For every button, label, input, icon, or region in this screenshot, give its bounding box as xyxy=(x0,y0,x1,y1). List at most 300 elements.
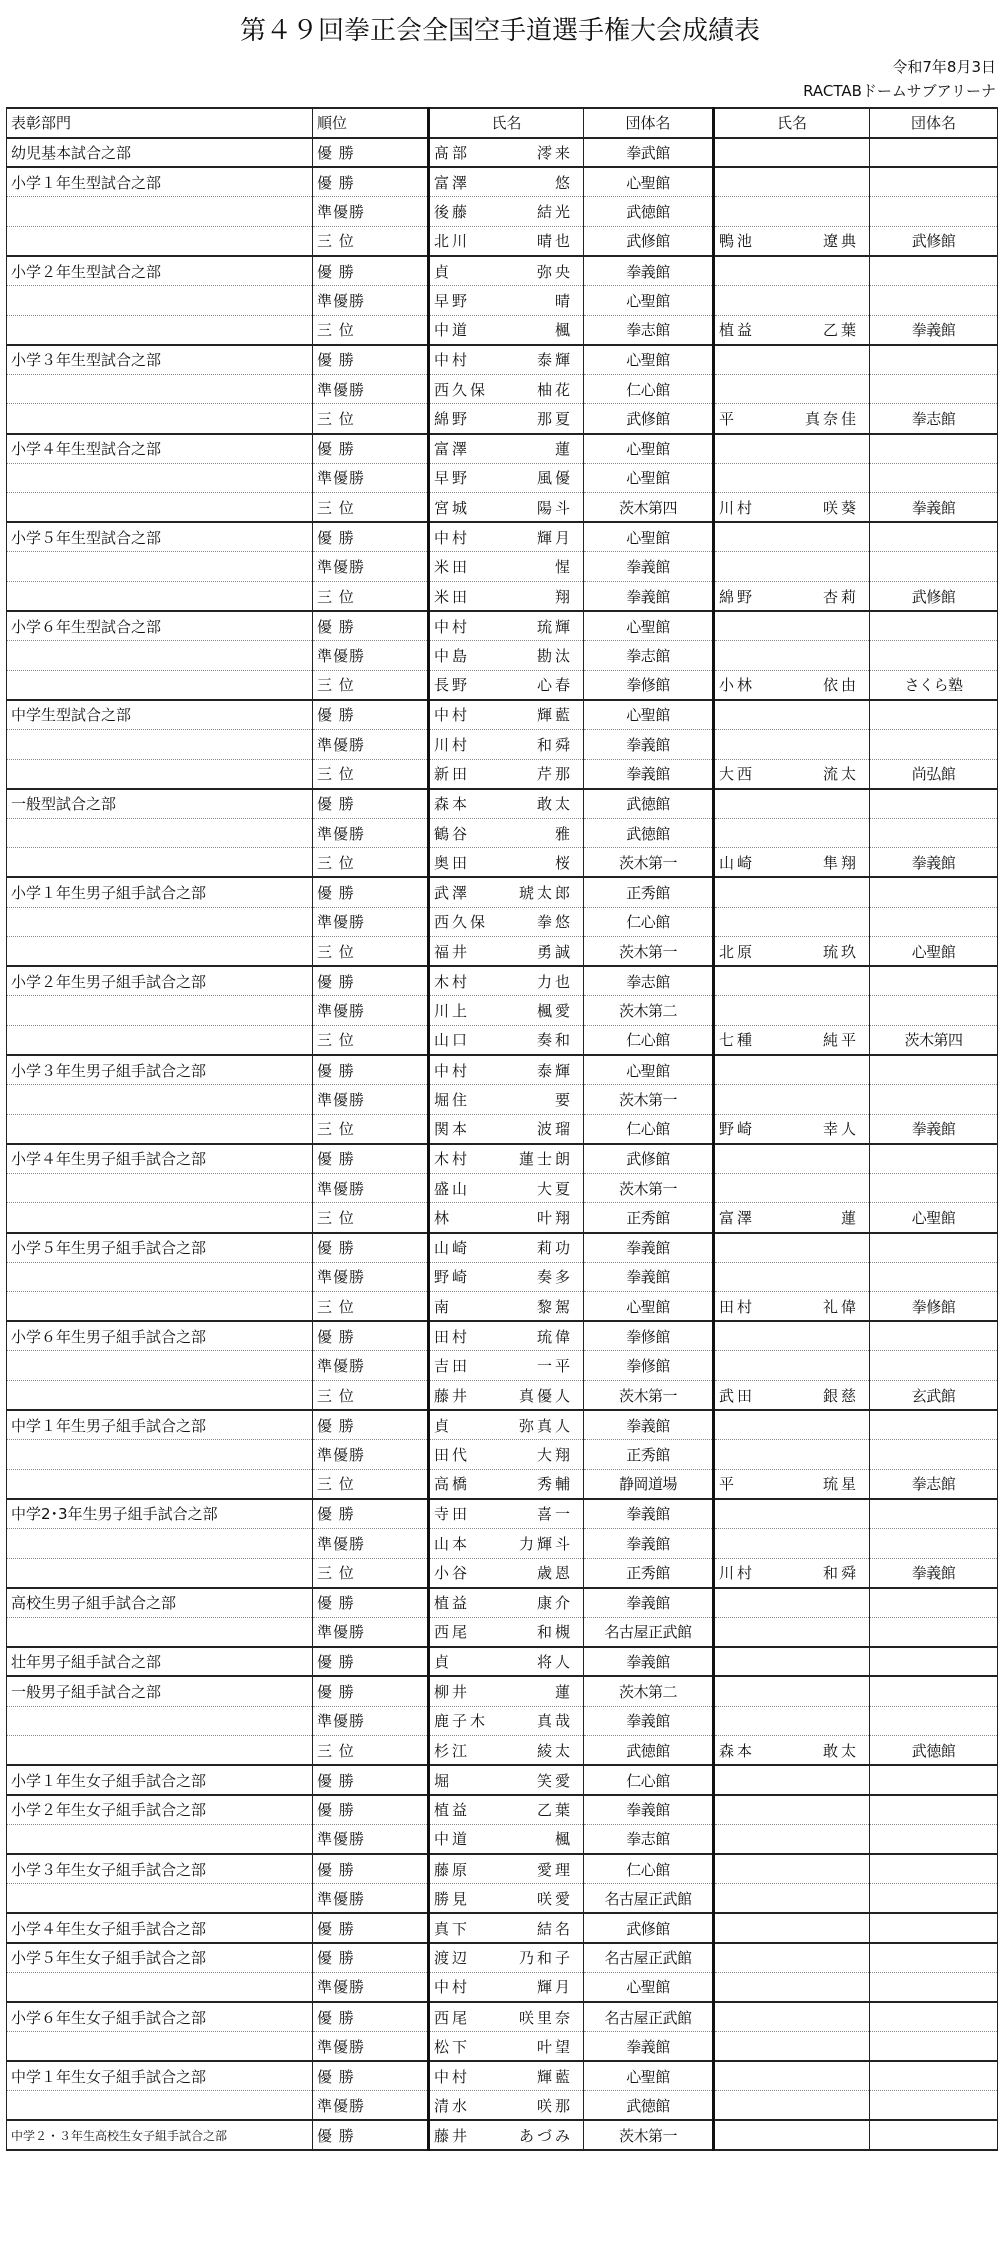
org-cell: 拳義館 xyxy=(584,256,714,286)
org-cell-2: 拳志館 xyxy=(870,404,998,434)
surname: 綿野 xyxy=(719,587,756,606)
org-cell: 茨木第一 xyxy=(584,1085,714,1115)
name-cell xyxy=(429,1114,584,1144)
org-cell-2 xyxy=(870,1913,998,1943)
name-cell xyxy=(429,1913,584,1943)
given-name: 大夏 xyxy=(536,1179,573,1198)
column-header-org: 団体名 xyxy=(584,108,714,138)
org-cell-2 xyxy=(870,700,998,730)
table-row xyxy=(7,1262,998,1292)
rank-cell: 準優勝 xyxy=(313,1440,429,1470)
name-cell-2 xyxy=(714,818,870,848)
rank-cell: 三 位 xyxy=(313,493,429,523)
org-cell-2: 拳義館 xyxy=(870,493,998,523)
org-cell: 武修館 xyxy=(584,1913,714,1943)
surname: 七種 xyxy=(719,1031,756,1050)
rank-cell: 優 勝 xyxy=(313,1233,429,1263)
given-name: 幸人 xyxy=(822,1120,859,1139)
surname: 川村 xyxy=(434,735,471,754)
org-cell-2: 武修館 xyxy=(870,226,998,256)
name-cell-2 xyxy=(714,1292,870,1322)
name-cell xyxy=(429,1795,584,1825)
name-cell-2 xyxy=(714,877,870,907)
name-cell xyxy=(429,670,584,700)
org-cell: 拳義館 xyxy=(584,729,714,759)
category-cell xyxy=(7,582,313,612)
surname: 盛山 xyxy=(434,1179,471,1198)
table-row xyxy=(7,877,998,907)
given-name: 和舜 xyxy=(536,735,573,754)
category-cell: 小学５年生女子組手試合之部 xyxy=(7,1943,313,1973)
rank-cell: 優 勝 xyxy=(313,789,429,819)
surname: 西尾 xyxy=(434,1623,471,1642)
name-cell xyxy=(429,582,584,612)
category-cell: 一般型試合之部 xyxy=(7,789,313,819)
table-row xyxy=(7,670,998,700)
category-cell xyxy=(7,2091,313,2121)
org-cell-2 xyxy=(870,1795,998,1825)
rank-cell: 優 勝 xyxy=(313,1854,429,1884)
name-cell-2 xyxy=(714,552,870,582)
org-cell-2: 心聖館 xyxy=(870,1203,998,1233)
name-cell-2 xyxy=(714,1617,870,1647)
name-cell-2 xyxy=(714,434,870,464)
rank-cell: 準優勝 xyxy=(313,729,429,759)
table-row xyxy=(7,759,998,789)
surname: 植益 xyxy=(434,1594,471,1613)
name-cell-2 xyxy=(714,907,870,937)
name-cell-2 xyxy=(714,2120,870,2150)
table-row xyxy=(7,1765,998,1795)
rank-cell: 三 位 xyxy=(313,1114,429,1144)
name-cell-2 xyxy=(714,374,870,404)
given-name: 莉功 xyxy=(536,1239,573,1258)
table-row xyxy=(7,1173,998,1203)
rank-cell: 三 位 xyxy=(313,937,429,967)
category-cell xyxy=(7,463,313,493)
org-cell-2 xyxy=(870,789,998,819)
event-venue: RACTABドームサブアリーナ xyxy=(803,82,996,100)
rank-cell: 優 勝 xyxy=(313,345,429,375)
surname: 米田 xyxy=(434,558,471,577)
surname: 北川 xyxy=(434,232,471,251)
name-cell xyxy=(429,1854,584,1884)
name-cell-2 xyxy=(714,1440,870,1470)
table-row xyxy=(7,345,998,375)
rank-cell: 三 位 xyxy=(313,1736,429,1766)
org-cell: 心聖館 xyxy=(584,434,714,464)
surname: 新田 xyxy=(434,765,471,784)
table-row xyxy=(7,1617,998,1647)
org-cell: 正秀館 xyxy=(584,1203,714,1233)
org-cell-2: 尚弘館 xyxy=(870,759,998,789)
org-cell-2 xyxy=(870,1321,998,1351)
org-cell-2: 拳志館 xyxy=(870,1469,998,1499)
category-cell xyxy=(7,315,313,345)
table-row xyxy=(7,167,998,197)
surname: 富澤 xyxy=(434,173,471,192)
name-cell xyxy=(429,877,584,907)
rank-cell: 三 位 xyxy=(313,404,429,434)
name-cell-2 xyxy=(714,729,870,759)
name-cell-2 xyxy=(714,1173,870,1203)
name-cell xyxy=(429,700,584,730)
org-cell: 名古屋正武館 xyxy=(584,1617,714,1647)
name-cell-2 xyxy=(714,1410,870,1440)
table-row xyxy=(7,493,998,523)
table-row xyxy=(7,1203,998,1233)
org-cell: 心聖館 xyxy=(584,2061,714,2091)
org-cell: 茨木第一 xyxy=(584,1173,714,1203)
given-name: 陽斗 xyxy=(536,498,573,517)
rank-cell: 優 勝 xyxy=(313,167,429,197)
name-cell-2 xyxy=(714,197,870,227)
rank-cell: 三 位 xyxy=(313,1203,429,1233)
surname: 杉江 xyxy=(434,1741,471,1760)
surname: 後藤 xyxy=(434,203,471,222)
surname: 田代 xyxy=(434,1446,471,1465)
org-cell-2 xyxy=(870,611,998,641)
org-cell: 拳義館 xyxy=(584,2032,714,2062)
org-cell-2: 拳義館 xyxy=(870,848,998,878)
name-cell-2 xyxy=(714,1055,870,1085)
category-cell: 小学２年生女子組手試合之部 xyxy=(7,1795,313,1825)
category-cell xyxy=(7,996,313,1026)
org-cell: 正秀館 xyxy=(584,1440,714,1470)
category-cell xyxy=(7,226,313,256)
given-name: 楓 xyxy=(554,321,573,340)
rank-cell: 三 位 xyxy=(313,848,429,878)
given-name: 蓮 xyxy=(554,1683,573,1702)
org-cell: 拳義館 xyxy=(584,1795,714,1825)
rank-cell: 準優勝 xyxy=(313,1262,429,1292)
given-name: 弥真人 xyxy=(518,1416,573,1435)
category-cell xyxy=(7,1558,313,1588)
org-cell-2 xyxy=(870,818,998,848)
org-cell-2 xyxy=(870,1617,998,1647)
rank-cell: 三 位 xyxy=(313,315,429,345)
name-cell-2 xyxy=(714,522,870,552)
category-cell xyxy=(7,2032,313,2062)
given-name: 真優人 xyxy=(518,1386,573,1405)
category-cell xyxy=(7,1203,313,1233)
name-cell-2 xyxy=(714,1203,870,1233)
rank-cell: 準優勝 xyxy=(313,996,429,1026)
rank-cell: 三 位 xyxy=(313,670,429,700)
org-cell: 拳義館 xyxy=(584,759,714,789)
category-cell xyxy=(7,286,313,316)
org-cell: 拳志館 xyxy=(584,1824,714,1854)
rank-cell: 優 勝 xyxy=(313,700,429,730)
category-cell xyxy=(7,1173,313,1203)
name-cell xyxy=(429,1381,584,1411)
category-cell: 一般男子組手試合之部 xyxy=(7,1676,313,1706)
name-cell-2 xyxy=(714,2061,870,2091)
given-name: 銀慈 xyxy=(822,1386,859,1405)
org-cell-2 xyxy=(870,1972,998,2002)
given-name: 礼偉 xyxy=(822,1297,859,1316)
name-cell xyxy=(429,226,584,256)
org-cell-2 xyxy=(870,2091,998,2121)
name-cell-2 xyxy=(714,1854,870,1884)
name-cell-2 xyxy=(714,1469,870,1499)
rank-cell: 準優勝 xyxy=(313,197,429,227)
given-name: 要 xyxy=(554,1090,573,1109)
surname: 山本 xyxy=(434,1534,471,1553)
name-cell xyxy=(429,1025,584,1055)
table-row xyxy=(7,1025,998,1055)
name-cell-2 xyxy=(714,1558,870,1588)
table-row xyxy=(7,1410,998,1440)
org-cell: 武徳館 xyxy=(584,2091,714,2121)
name-cell-2 xyxy=(714,848,870,878)
name-cell-2 xyxy=(714,759,870,789)
surname: 堀 xyxy=(434,1771,453,1790)
org-cell: 名古屋正武館 xyxy=(584,1884,714,1914)
name-cell xyxy=(429,729,584,759)
org-cell: 拳義館 xyxy=(584,1499,714,1529)
name-cell xyxy=(429,463,584,493)
table-header-row xyxy=(7,108,998,138)
surname: 松下 xyxy=(434,2037,471,2056)
org-cell-2: 武徳館 xyxy=(870,1736,998,1766)
name-cell-2 xyxy=(714,1381,870,1411)
org-cell-2 xyxy=(870,2002,998,2032)
name-cell xyxy=(429,1144,584,1174)
name-cell-2 xyxy=(714,700,870,730)
surname: 真下 xyxy=(434,1919,471,1938)
surname: 西尾 xyxy=(434,2008,471,2027)
name-cell xyxy=(429,286,584,316)
given-name: 晴 xyxy=(554,291,573,310)
surname: 清水 xyxy=(434,2096,471,2115)
name-cell-2 xyxy=(714,493,870,523)
name-cell-2 xyxy=(714,670,870,700)
name-cell xyxy=(429,2091,584,2121)
org-cell: 拳修館 xyxy=(584,1321,714,1351)
results-table xyxy=(6,107,998,2151)
rank-cell: 準優勝 xyxy=(313,1617,429,1647)
surname: 勝見 xyxy=(434,1889,471,1908)
table-row xyxy=(7,611,998,641)
surname: 早野 xyxy=(434,469,471,488)
name-cell-2 xyxy=(714,1144,870,1174)
table-row xyxy=(7,789,998,819)
table-row xyxy=(7,286,998,316)
org-cell: 正秀館 xyxy=(584,877,714,907)
org-cell-2 xyxy=(870,522,998,552)
name-cell-2 xyxy=(714,167,870,197)
given-name: 蓮 xyxy=(840,1209,859,1228)
table-row xyxy=(7,1321,998,1351)
org-cell-2 xyxy=(870,1262,998,1292)
name-cell xyxy=(429,1529,584,1559)
name-cell-2 xyxy=(714,789,870,819)
rank-cell: 優 勝 xyxy=(313,1647,429,1677)
surname: 藤原 xyxy=(434,1860,471,1879)
org-cell: 拳義館 xyxy=(584,1233,714,1263)
given-name: 笑愛 xyxy=(536,1771,573,1790)
name-cell xyxy=(429,315,584,345)
name-cell xyxy=(429,611,584,641)
org-cell-2: 拳義館 xyxy=(870,1114,998,1144)
name-cell xyxy=(429,1262,584,1292)
surname: 中村 xyxy=(434,351,471,370)
org-cell: 拳志館 xyxy=(584,315,714,345)
name-cell xyxy=(429,522,584,552)
given-name: 晴也 xyxy=(536,232,573,251)
org-cell-2 xyxy=(870,729,998,759)
surname: 北原 xyxy=(719,942,756,961)
org-cell: 心聖館 xyxy=(584,345,714,375)
org-cell-2 xyxy=(870,434,998,464)
given-name: 和舜 xyxy=(822,1564,859,1583)
surname: 中村 xyxy=(434,617,471,636)
rank-cell: 優 勝 xyxy=(313,1055,429,1085)
given-name: 結光 xyxy=(536,203,573,222)
org-cell-2: 拳修館 xyxy=(870,1292,998,1322)
org-cell-2 xyxy=(870,1410,998,1440)
category-cell xyxy=(7,1025,313,1055)
given-name: 楓愛 xyxy=(536,1002,573,1021)
org-cell: 武徳館 xyxy=(584,818,714,848)
rank-cell: 優 勝 xyxy=(313,1588,429,1618)
name-cell xyxy=(429,552,584,582)
given-name: 輝月 xyxy=(536,528,573,547)
table-row xyxy=(7,1351,998,1381)
org-cell: 名古屋正武館 xyxy=(584,2002,714,2032)
given-name: 歳恩 xyxy=(536,1564,573,1583)
rank-cell: 準優勝 xyxy=(313,907,429,937)
table-row xyxy=(7,552,998,582)
given-name: 依由 xyxy=(822,676,859,695)
surname: 小谷 xyxy=(434,1564,471,1583)
table-row xyxy=(7,2120,998,2150)
given-name: 拳悠 xyxy=(536,913,573,932)
given-name: 波瑠 xyxy=(536,1120,573,1139)
surname: 森本 xyxy=(434,795,471,814)
table-row xyxy=(7,1558,998,1588)
name-cell xyxy=(429,1321,584,1351)
name-cell-2 xyxy=(714,463,870,493)
org-cell: 心聖館 xyxy=(584,167,714,197)
table-row xyxy=(7,641,998,671)
rank-cell: 三 位 xyxy=(313,1381,429,1411)
surname: 平 xyxy=(719,409,738,428)
table-row xyxy=(7,1588,998,1618)
org-cell-2: 玄武館 xyxy=(870,1381,998,1411)
name-cell-2 xyxy=(714,1262,870,1292)
given-name: 叶翔 xyxy=(536,1209,573,1228)
rank-cell: 優 勝 xyxy=(313,2061,429,2091)
table-row xyxy=(7,1114,998,1144)
name-cell xyxy=(429,1765,584,1795)
name-cell-2 xyxy=(714,1351,870,1381)
table-row xyxy=(7,907,998,937)
name-cell-2 xyxy=(714,1499,870,1529)
category-cell: 小学６年生型試合之部 xyxy=(7,611,313,641)
rank-cell: 優 勝 xyxy=(313,1913,429,1943)
given-name: 乃和子 xyxy=(518,1949,573,1968)
table-row xyxy=(7,1795,998,1825)
org-cell-2: 武修館 xyxy=(870,582,998,612)
given-name: 那夏 xyxy=(536,409,573,428)
surname: 宮城 xyxy=(434,498,471,517)
rank-cell: 準優勝 xyxy=(313,1085,429,1115)
rank-cell: 準優勝 xyxy=(313,552,429,582)
org-cell-2 xyxy=(870,1854,998,1884)
name-cell-2 xyxy=(714,1588,870,1618)
org-cell: 静岡道場 xyxy=(584,1469,714,1499)
category-cell: 小学１年生女子組手試合之部 xyxy=(7,1765,313,1795)
surname: 吉田 xyxy=(434,1357,471,1376)
table-row xyxy=(7,197,998,227)
name-cell xyxy=(429,1203,584,1233)
rank-cell: 準優勝 xyxy=(313,1173,429,1203)
given-name: 惺 xyxy=(554,558,573,577)
name-cell-2 xyxy=(714,1647,870,1677)
category-cell: 小学４年生女子組手試合之部 xyxy=(7,1913,313,1943)
rank-cell: 優 勝 xyxy=(313,522,429,552)
org-cell: 心聖館 xyxy=(584,522,714,552)
name-cell-2 xyxy=(714,138,870,168)
name-cell-2 xyxy=(714,1972,870,2002)
name-cell xyxy=(429,2032,584,2062)
org-cell: 仁心館 xyxy=(584,374,714,404)
given-name: 琉星 xyxy=(822,1475,859,1494)
category-cell: 中学2･3年生男子組手試合之部 xyxy=(7,1499,313,1529)
surname: 福井 xyxy=(434,942,471,961)
name-cell-2 xyxy=(714,256,870,286)
name-cell xyxy=(429,907,584,937)
rank-cell: 準優勝 xyxy=(313,463,429,493)
category-cell xyxy=(7,1736,313,1766)
org-cell: 仁心館 xyxy=(584,1114,714,1144)
given-name: 琥太郎 xyxy=(518,883,573,902)
name-cell-2 xyxy=(714,611,870,641)
rank-cell: 優 勝 xyxy=(313,877,429,907)
category-cell xyxy=(7,641,313,671)
name-cell-2 xyxy=(714,1321,870,1351)
name-cell-2 xyxy=(714,641,870,671)
rank-cell: 優 勝 xyxy=(313,256,429,286)
name-cell-2 xyxy=(714,1025,870,1055)
rank-cell: 優 勝 xyxy=(313,434,429,464)
surname: 貞 xyxy=(434,262,453,281)
category-cell xyxy=(7,907,313,937)
given-name: 真哉 xyxy=(536,1712,573,1731)
org-cell-2 xyxy=(870,374,998,404)
category-cell xyxy=(7,1529,313,1559)
category-cell xyxy=(7,1262,313,1292)
page-title: 第４９回拳正会全国空手道選手権大会成績表 xyxy=(239,16,760,46)
org-cell: 拳義館 xyxy=(584,1529,714,1559)
org-cell: 拳修館 xyxy=(584,1351,714,1381)
name-cell-2 xyxy=(714,1085,870,1115)
surname: 大西 xyxy=(719,765,756,784)
category-cell xyxy=(7,729,313,759)
table-row xyxy=(7,1233,998,1263)
org-cell: 正秀館 xyxy=(584,1558,714,1588)
rank-cell: 準優勝 xyxy=(313,286,429,316)
org-cell: 名古屋正武館 xyxy=(584,1943,714,1973)
org-cell: 拳義館 xyxy=(584,1262,714,1292)
org-cell-2 xyxy=(870,2120,998,2150)
org-cell-2 xyxy=(870,966,998,996)
surname: 西久保 xyxy=(434,913,489,932)
org-cell-2: 心聖館 xyxy=(870,937,998,967)
given-name: 蓮 xyxy=(554,440,573,459)
